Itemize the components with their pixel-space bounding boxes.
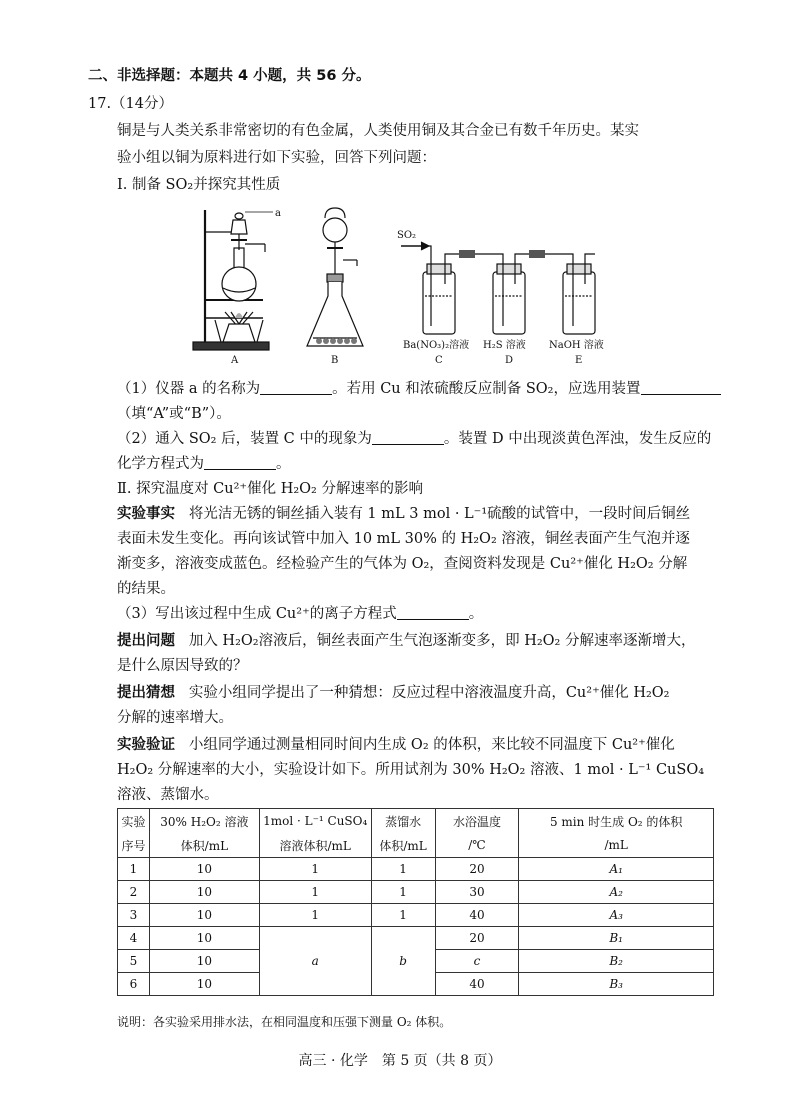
q2-text-b: 。装置 D 中出现淡黄色浑浊，发生反应的 bbox=[443, 431, 712, 447]
cell-h2o2: 10 bbox=[149, 881, 259, 904]
q2-line-2 bbox=[117, 454, 291, 474]
part2-title: Ⅱ. 探究温度对 Cu²⁺催化 H₂O₂ 分解速率的影响 bbox=[117, 481, 423, 497]
header-cell: /mL bbox=[519, 833, 714, 858]
cell-water: 1 bbox=[371, 858, 435, 881]
cell-vol: A₃ bbox=[519, 904, 714, 927]
guess-label: 提出猜想 bbox=[117, 685, 175, 701]
fact-line-3: 渐变多，溶液变成蓝色。经检验产生的气体为 O₂，查阅资料发现是 Cu²⁺催化 H₂O₂ 分解 bbox=[117, 556, 688, 572]
table-header-row-2 bbox=[118, 833, 714, 858]
cell-cuso4: 1 bbox=[259, 858, 371, 881]
verify-text-1: 小组同学通过测量相同时间内生成 O₂ 的体积，来比较不同温度下 Cu²⁺催化 bbox=[188, 737, 675, 753]
cell-cuso4: 1 bbox=[259, 904, 371, 927]
q2-blank-2[interactable] bbox=[204, 455, 276, 470]
cell-temp: 20 bbox=[435, 927, 519, 950]
intro-line-1: 铜是与人类关系非常密切的有色金属，人类使用铜及其合金已有数千年历史。某实 bbox=[117, 123, 639, 139]
cell-no: 1 bbox=[118, 858, 150, 881]
cell-h2o2: 10 bbox=[149, 858, 259, 881]
fact-text-1: 将光洁无锈的铜丝插入装有 1 mL 3 mol · L⁻¹硫酸的试管中，一段时间后铜丝 bbox=[188, 506, 691, 522]
q1-text-b: 。若用 Cu 和浓硫酸反应制备 SO₂，应选用装置 bbox=[332, 381, 641, 397]
q3-blank[interactable] bbox=[397, 605, 469, 620]
fact-line-2: 表面未发生变化。再向该试管中加入 10 mL 30% 的 H₂O₂ 溶液，铜丝表面产生气泡并逐 bbox=[117, 531, 690, 547]
label-a: a bbox=[275, 208, 281, 219]
cell-h2o2: 10 bbox=[149, 950, 259, 973]
q2-text-a: （2）通入 SO₂ 后，装置 C 中的现象为 bbox=[117, 431, 372, 447]
table-row bbox=[118, 904, 714, 927]
label-so2: SO₂ bbox=[397, 230, 417, 241]
cell-h2o2: 10 bbox=[149, 973, 259, 996]
cell-temp: 20 bbox=[435, 858, 519, 881]
cell-water: 1 bbox=[371, 904, 435, 927]
cell-no: 5 bbox=[118, 950, 150, 973]
cell-no: 6 bbox=[118, 973, 150, 996]
question-number: 17.（14分） bbox=[88, 96, 174, 112]
header-cell: 序号 bbox=[118, 833, 150, 858]
verify-line-3: 溶液、蒸馏水。 bbox=[117, 787, 219, 803]
verify-line-2: H₂O₂ 分解速率的大小，实验设计如下。所用试剂为 30% H₂O₂ 溶液、1 mol · L⁻¹ CuSO₄ bbox=[117, 762, 705, 778]
problem-text-1: 加入 H₂O₂溶液后，铜丝表面产生气泡逐渐变多，即 H₂O₂ 分解速率逐渐增大， bbox=[188, 633, 696, 649]
table-header-row-1 bbox=[118, 809, 714, 834]
header-cell: 体积/mL bbox=[149, 833, 259, 858]
cell-no: 2 bbox=[118, 881, 150, 904]
q1-blank-2[interactable] bbox=[641, 380, 721, 395]
q3-text-b: 。 bbox=[468, 606, 484, 622]
q2-text-d: 。 bbox=[276, 456, 291, 472]
header-cell: 实验 bbox=[118, 809, 150, 834]
table-note: 说明：各实验采用排水法，在相同温度和压强下测量 O₂ 体积。 bbox=[117, 1015, 452, 1029]
cell-vol: A₁ bbox=[519, 858, 714, 881]
table-row bbox=[118, 927, 714, 950]
label-C: C bbox=[435, 355, 443, 366]
cell-vol: B₁ bbox=[519, 927, 714, 950]
label-D: D bbox=[505, 355, 514, 366]
fact-line-4: 的结果。 bbox=[117, 581, 175, 597]
header-cell: /℃ bbox=[435, 833, 519, 858]
header-cell: 溶液体积/mL bbox=[259, 833, 371, 858]
guess-text-1: 实验小组同学提出了一种猜想：反应过程中溶液温度升高，Cu²⁺催化 H₂O₂ bbox=[188, 685, 670, 701]
fact-label: 实验事实 bbox=[117, 506, 175, 522]
cell-vol: B₂ bbox=[519, 950, 714, 973]
q3-text-a: （3）写出该过程中生成 Cu²⁺的离子方程式 bbox=[117, 606, 397, 622]
q2-blank-1[interactable] bbox=[372, 430, 444, 445]
bottle-d-solution: H₂S 溶液 bbox=[483, 340, 526, 351]
cell-vol: B₃ bbox=[519, 973, 714, 996]
bottle-e-solution: NaOH 溶液 bbox=[549, 340, 604, 351]
cell-water: 1 bbox=[371, 881, 435, 904]
stand-base-a bbox=[193, 342, 269, 350]
header-cell: 1mol · L⁻¹ CuSO₄ bbox=[259, 809, 371, 834]
q2-line-1 bbox=[117, 429, 711, 449]
cell-h2o2: 10 bbox=[149, 904, 259, 927]
guess-line-1 bbox=[117, 683, 670, 703]
q1-line-1 bbox=[117, 379, 721, 399]
intro-line-2: 验小组以铜为原料进行如下实验，回答下列问题： bbox=[117, 150, 436, 166]
part1-title: Ⅰ. 制备 SO₂并探究其性质 bbox=[117, 177, 281, 193]
q1-blank-1[interactable] bbox=[260, 380, 332, 395]
cell-no: 3 bbox=[118, 904, 150, 927]
fact-line-1 bbox=[117, 504, 690, 524]
header-cell: 蒸馏水 bbox=[371, 809, 435, 834]
cell-cuso4: 1 bbox=[259, 881, 371, 904]
cell-water-merged: b bbox=[371, 927, 435, 996]
header-cell: 5 min 时生成 O₂ 的体积 bbox=[519, 809, 714, 834]
problem-label: 提出问题 bbox=[117, 633, 175, 649]
apparatus-figure bbox=[185, 200, 615, 370]
cell-h2o2: 10 bbox=[149, 927, 259, 950]
label-E: E bbox=[575, 355, 583, 366]
page-footer: 高三 · 化学 第 5 页（共 8 页） bbox=[298, 1053, 502, 1069]
experiment-table bbox=[117, 808, 714, 996]
header-cell: 体积/mL bbox=[371, 833, 435, 858]
verify-line-1 bbox=[117, 735, 675, 755]
cell-temp: 40 bbox=[435, 973, 519, 996]
q3-line bbox=[117, 604, 483, 624]
q1-line-2: （填“A”或“B”）。 bbox=[117, 406, 231, 422]
table-row bbox=[118, 881, 714, 904]
cell-temp: 40 bbox=[435, 904, 519, 927]
table-row bbox=[118, 858, 714, 881]
header-cell: 水浴温度 bbox=[435, 809, 519, 834]
q1-text-a: （1）仪器 a 的名称为 bbox=[117, 381, 261, 397]
guess-line-2: 分解的速率增大。 bbox=[117, 710, 233, 726]
problem-line-2: 是什么原因导致的？ bbox=[117, 658, 248, 674]
q2-text-c: 化学方程式为 bbox=[117, 456, 204, 472]
cell-temp: 30 bbox=[435, 881, 519, 904]
label-A: A bbox=[231, 355, 239, 366]
cell-no: 4 bbox=[118, 927, 150, 950]
cell-vol: A₂ bbox=[519, 881, 714, 904]
bottle-c-solution: Ba(NO₃)₂溶液 bbox=[403, 340, 470, 351]
cell-temp: c bbox=[435, 950, 519, 973]
verify-label: 实验验证 bbox=[117, 737, 175, 753]
header-cell: 30% H₂O₂ 溶液 bbox=[149, 809, 259, 834]
cell-cuso4-merged: a bbox=[259, 927, 371, 996]
section-heading: 二、非选择题：本题共 4 小题，共 56 分。 bbox=[88, 68, 371, 84]
problem-line-1 bbox=[117, 631, 695, 651]
label-B: B bbox=[331, 355, 339, 366]
